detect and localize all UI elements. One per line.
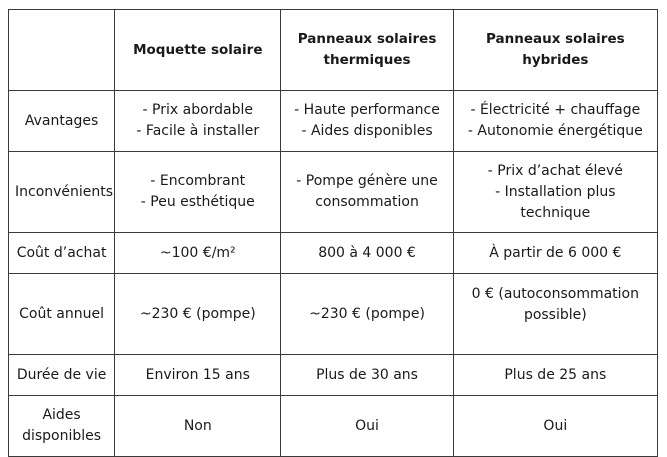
cell-thermiques-aides (281, 396, 453, 457)
cell-hybrides-duree-de-vie (453, 355, 657, 396)
cell-thermiques-cout-achat (281, 233, 453, 274)
cell-line: technique (520, 204, 591, 221)
cell-line: Oui (355, 417, 379, 434)
header-panneaux-hybrides (453, 10, 657, 91)
header-panneaux-thermiques (281, 10, 453, 91)
cell-hybrides-cout-achat (453, 233, 657, 274)
comparison-table (8, 9, 658, 457)
header-hybrides-line-2: hybrides (522, 52, 589, 68)
header-thermiques-line-2: thermiques (323, 52, 411, 68)
cell-line: - Autonomie énergétique (467, 123, 643, 139)
cell-line: ~100 €/m² (159, 244, 236, 261)
header-row (9, 10, 658, 91)
cell-line: Environ 15 ans (145, 366, 250, 383)
row-cout-achat (9, 233, 658, 274)
row-label-text: Aides (42, 407, 81, 423)
cell-line: 0 € (autoconsommation (471, 286, 639, 302)
row-label-cout-achat (9, 233, 115, 274)
cell-moquette-duree-de-vie (115, 355, 281, 396)
cell-line: - Prix d’achat élevé (487, 162, 623, 179)
row-duree-de-vie (9, 355, 658, 396)
row-label-text: Avantages (24, 112, 99, 129)
cell-line: - Facile à installer (136, 123, 260, 139)
cell-hybrides-aides (453, 396, 657, 457)
cell-line: possible) (523, 307, 587, 323)
header-thermiques-line-1: Panneaux solaires (297, 31, 437, 47)
cell-line: - Électricité + chauffage (470, 102, 641, 118)
cell-line: Plus de 30 ans (316, 366, 418, 383)
header-hybrides-line-1: Panneaux solaires (485, 31, 625, 47)
row-label-text: Coût annuel (19, 305, 104, 322)
header-corner-cell (9, 10, 115, 91)
cell-thermiques-duree-de-vie (281, 355, 453, 396)
cell-line: À partir de 6 000 € (489, 244, 622, 261)
cell-moquette-avantages (115, 91, 281, 152)
row-label-avantages (9, 91, 115, 152)
cell-hybrides-avantages (453, 91, 657, 152)
row-label-cout-annuel (9, 274, 115, 355)
cell-line: - Encombrant (150, 173, 246, 189)
row-inconvenients (9, 152, 658, 233)
row-label-aides-disponibles (9, 396, 115, 457)
row-label-text: Durée de vie (16, 366, 107, 383)
cell-moquette-inconvenients (115, 152, 281, 233)
header-moquette-solaire-text: Moquette solaire (133, 41, 263, 58)
row-label-inconvenients (9, 152, 115, 233)
cell-line: - Haute performance (294, 102, 440, 118)
cell-line: - Pompe génère une (296, 173, 438, 189)
row-aides-disponibles (9, 396, 658, 457)
cell-line: ~230 € (pompe) (139, 305, 256, 322)
row-label-text: Inconvénients (15, 183, 114, 200)
row-label-text: Coût d’achat (16, 244, 107, 261)
cell-line: - Peu esthétique (140, 194, 255, 210)
header-moquette-solaire (115, 10, 281, 91)
cell-hybrides-inconvenients (453, 152, 657, 233)
cell-thermiques-cout-annuel (281, 274, 453, 355)
cell-hybrides-cout-annuel (453, 274, 657, 355)
row-label-text: disponibles (22, 428, 102, 444)
cell-thermiques-inconvenients (281, 152, 453, 233)
cell-moquette-aides (115, 396, 281, 457)
cell-line: - Installation plus (495, 183, 616, 200)
cell-line: Non (183, 417, 212, 434)
cell-moquette-cout-achat (115, 233, 281, 274)
cell-line: - Prix abordable (142, 102, 254, 118)
row-avantages (9, 91, 658, 152)
row-cout-annuel (9, 274, 658, 355)
cell-line: consommation (315, 194, 419, 210)
cell-line: - Aides disponibles (301, 123, 433, 139)
cell-line: Oui (543, 417, 568, 434)
cell-line: Plus de 25 ans (504, 366, 607, 383)
cell-line: ~230 € (pompe) (309, 305, 425, 322)
row-label-duree-de-vie (9, 355, 115, 396)
cell-thermiques-avantages (281, 91, 453, 152)
cell-line: 800 à 4 000 € (318, 244, 416, 261)
cell-moquette-cout-annuel (115, 274, 281, 355)
